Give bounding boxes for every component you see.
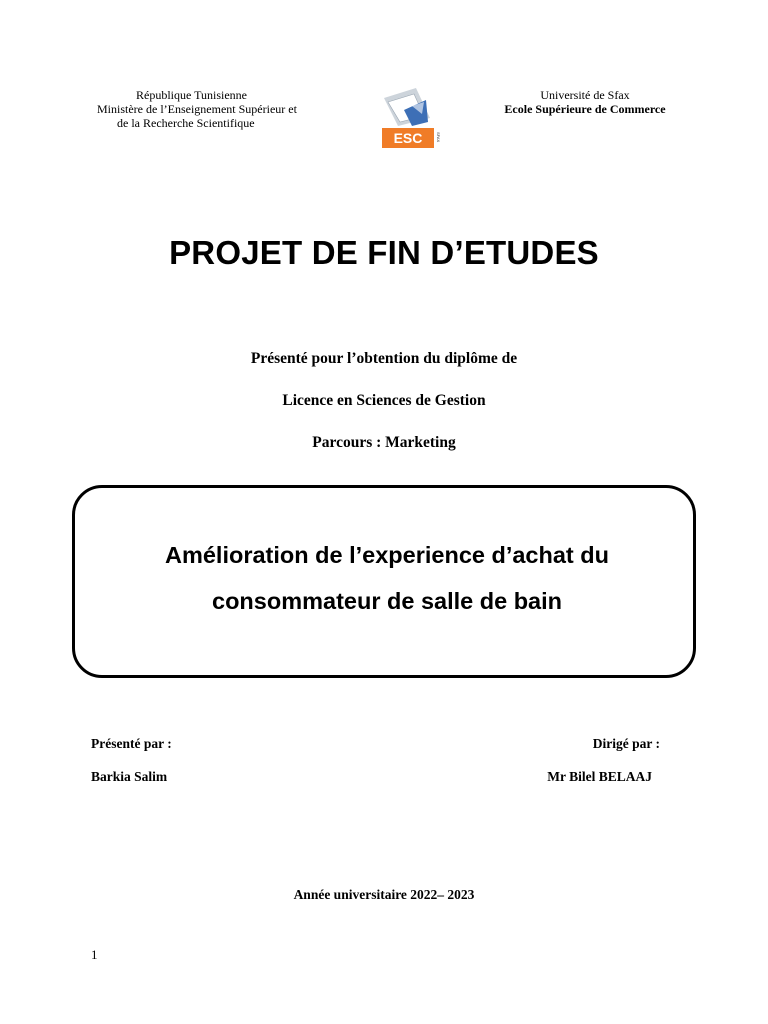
thesis-title-line2: consommateur de salle de bain — [212, 588, 562, 614]
header-right-line1: Université de Sfax — [540, 88, 630, 102]
header-right — [470, 88, 700, 116]
presented-by-label: Présenté par : — [91, 736, 172, 751]
header-left-line1: République Tunisienne — [136, 88, 248, 102]
thesis-title — [72, 532, 702, 624]
supervisor-name: Mr Bilel BELAAJ — [547, 769, 652, 784]
thesis-title-line1: Amélioration de l’experience d’achat du — [164, 542, 609, 568]
header-right-line2: Ecole Supérieure de Commerce — [504, 102, 666, 116]
esc-logo — [378, 88, 442, 154]
subtitle-line2: Licence en Sciences de Gestion — [282, 392, 486, 409]
subtitle-line1: Présenté pour l’obtention du diplôme de — [250, 350, 518, 367]
logo-side-text: SFAX — [436, 132, 441, 143]
header-left-line3: de la Recherche Scientifique — [117, 116, 255, 130]
header-left-line2: Ministère de l’Enseignement Supérieur et — [97, 102, 297, 116]
subtitle-line3: Parcours : Marketing — [312, 434, 456, 451]
directed-by-label: Dirigé par : — [592, 736, 660, 751]
student-name: Barkia Salim — [91, 769, 168, 784]
logo-text: ESC — [393, 130, 423, 146]
academic-year: Année universitaire 2022– 2023 — [293, 887, 475, 902]
page-title: PROJET DE FIN D’ETUDES — [169, 234, 599, 271]
page-number: 1 — [91, 947, 98, 962]
esc-logo-graphic — [378, 88, 442, 154]
